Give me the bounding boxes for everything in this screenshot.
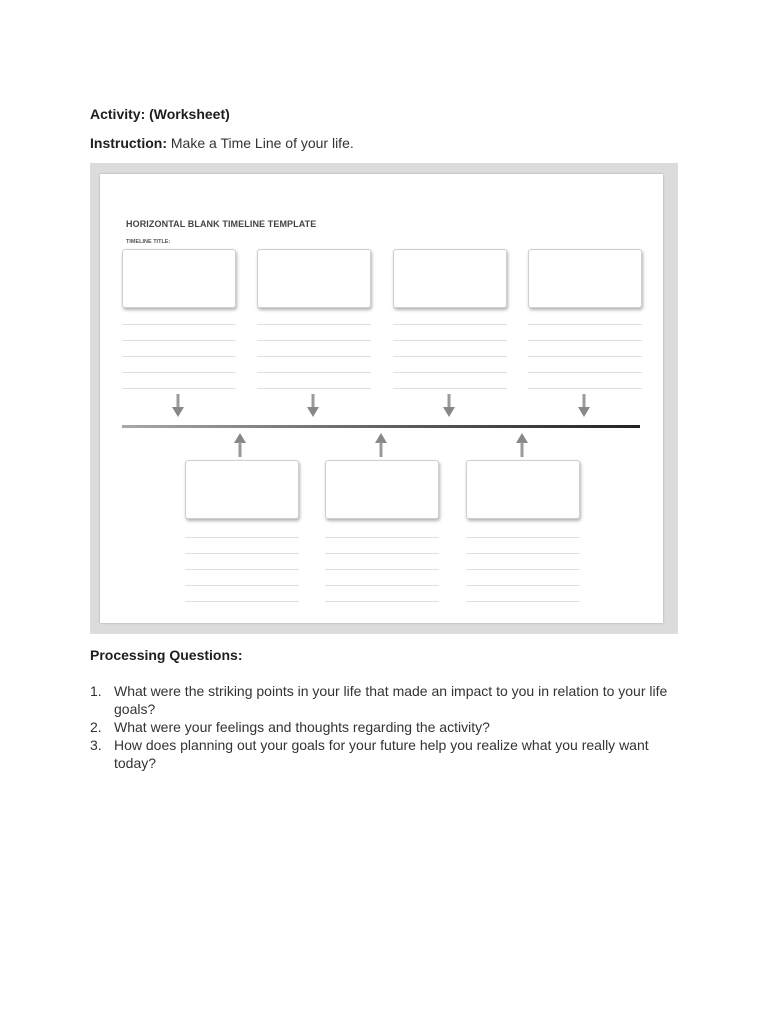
- timeline-box-bottom-1: [185, 460, 299, 519]
- question-text: What were the striking points in your life that made an impact to you in relation to your life goals?: [114, 683, 668, 717]
- arrow-up-icon: [375, 433, 387, 457]
- arrow-down-icon: [172, 394, 184, 418]
- question-text: How does planning out your goals for your future help you realize what you really want today?: [114, 737, 649, 771]
- timeline-box-bottom-2: [325, 460, 439, 519]
- template-title: HORIZONTAL BLANK TIMELINE TEMPLATE: [126, 219, 317, 229]
- instruction-label: Instruction:: [90, 135, 167, 151]
- arrow-up-icon: [234, 433, 246, 457]
- list-item: [90, 736, 680, 772]
- writing-lines: [528, 324, 642, 404]
- list-item: [90, 682, 680, 718]
- arrow-down-icon: [443, 394, 455, 418]
- arrow-down-icon: [578, 394, 590, 418]
- template-subtitle: TIMELINE TITLE:: [126, 239, 171, 245]
- timeline-box-top-3: [393, 249, 507, 308]
- question-text: What were your feelings and thoughts regarding the activity?: [114, 719, 490, 735]
- timeline-box-top-2: [257, 249, 371, 308]
- writing-lines: [325, 537, 439, 617]
- processing-questions-list: [90, 682, 680, 772]
- arrow-up-icon: [516, 433, 528, 457]
- writing-lines: [122, 324, 236, 404]
- list-number: 2.: [90, 719, 102, 735]
- arrow-down-icon: [307, 394, 319, 418]
- list-item: [90, 718, 680, 736]
- list-number: 3.: [90, 737, 102, 753]
- writing-lines: [185, 537, 299, 617]
- instruction: [90, 134, 354, 152]
- writing-lines: [393, 324, 507, 404]
- activity-heading: Activity: (Worksheet): [90, 106, 230, 122]
- instruction-text: Make a Time Line of your life.: [170, 135, 354, 151]
- timeline-box-top-4: [528, 249, 642, 308]
- processing-questions-heading: Processing Questions:: [90, 647, 243, 663]
- worksheet-image: [90, 163, 678, 634]
- timeline-template: [100, 174, 663, 623]
- timeline-box-top-1: [122, 249, 236, 308]
- writing-lines: [466, 537, 580, 617]
- writing-lines: [257, 324, 371, 404]
- list-number: 1.: [90, 683, 102, 699]
- timeline-box-bottom-3: [466, 460, 580, 519]
- timeline-line: [122, 425, 640, 428]
